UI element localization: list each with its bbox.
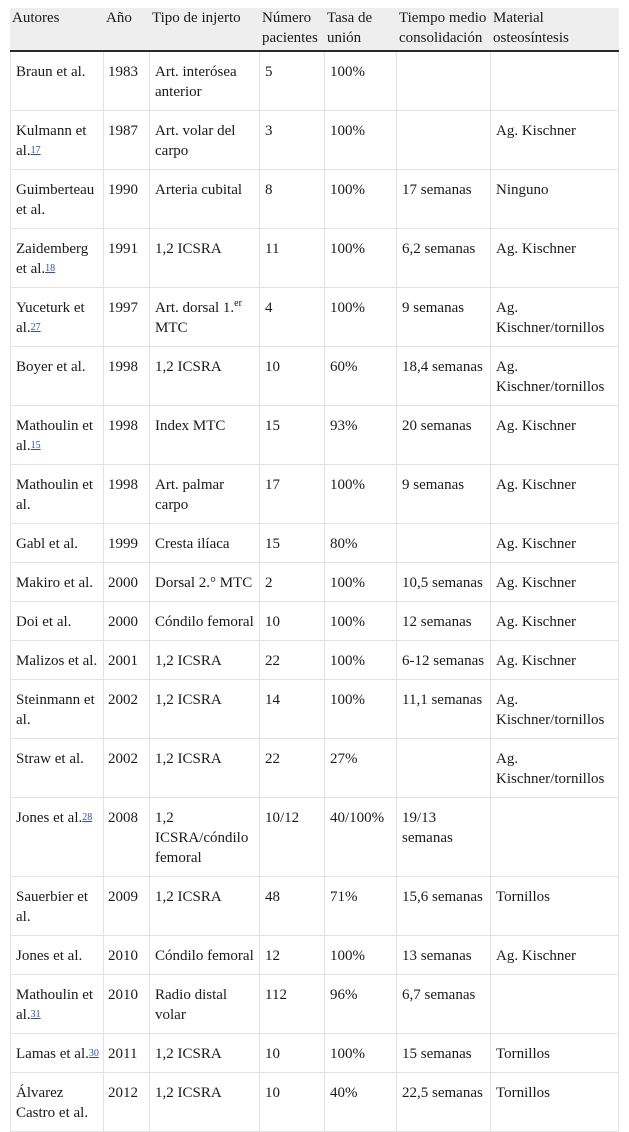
cell-material: Ag. Kischner bbox=[491, 641, 619, 680]
cell-autor bbox=[10, 229, 104, 288]
reference-link[interactable]: 18 bbox=[45, 263, 56, 274]
cell-n: 3 bbox=[260, 111, 325, 170]
cell-tasa: 40/100% bbox=[325, 798, 397, 877]
header-tasa-union: Tasa de unión bbox=[325, 8, 397, 52]
cell-tipo-injerto bbox=[150, 798, 260, 877]
cell-autor bbox=[10, 52, 104, 111]
table-row bbox=[10, 975, 619, 1034]
cell-n: 14 bbox=[260, 680, 325, 739]
cell-autor bbox=[10, 975, 104, 1034]
table-row bbox=[10, 798, 619, 877]
cell-material: Ag. Kischner bbox=[491, 563, 619, 602]
cell-autor bbox=[10, 936, 104, 975]
cell-tipo-injerto bbox=[150, 877, 260, 936]
autor-text: Doi et al. bbox=[16, 614, 72, 630]
tipo-text: Cóndilo femoral bbox=[155, 614, 254, 630]
autor-text: Yuceturk et al. bbox=[16, 300, 85, 336]
table-row bbox=[10, 563, 619, 602]
cell-tasa: 71% bbox=[325, 877, 397, 936]
table-row bbox=[10, 680, 619, 739]
table-row bbox=[10, 1073, 619, 1132]
cell-tipo-injerto bbox=[150, 641, 260, 680]
cell-n: 2 bbox=[260, 563, 325, 602]
cell-tipo-injerto bbox=[150, 170, 260, 229]
cell-ano: 1998 bbox=[104, 406, 150, 465]
reference-link[interactable]: 30 bbox=[88, 1048, 99, 1059]
cell-material: Ag. Kischner bbox=[491, 111, 619, 170]
cell-autor bbox=[10, 798, 104, 877]
table-row bbox=[10, 877, 619, 936]
cell-material: Ag. Kischner bbox=[491, 406, 619, 465]
cell-n: 10 bbox=[260, 1073, 325, 1132]
table-row bbox=[10, 641, 619, 680]
cell-tipo-injerto bbox=[150, 229, 260, 288]
cell-autor bbox=[10, 170, 104, 229]
cell-tipo-injerto bbox=[150, 465, 260, 524]
autor-text: Gabl et al. bbox=[16, 536, 79, 552]
cell-tiempo: 6-12 semanas bbox=[397, 641, 491, 680]
reference-link[interactable]: 15 bbox=[30, 440, 41, 451]
cell-ano: 2009 bbox=[104, 877, 150, 936]
cell-tipo-injerto bbox=[150, 288, 260, 347]
cell-tasa: 100% bbox=[325, 465, 397, 524]
cell-tasa: 27% bbox=[325, 739, 397, 798]
reference-link[interactable]: 27 bbox=[30, 322, 41, 333]
cell-tiempo: 13 semanas bbox=[397, 936, 491, 975]
tipo-text: Cóndilo femoral bbox=[155, 948, 254, 964]
cell-autor bbox=[10, 288, 104, 347]
cell-tipo-injerto bbox=[150, 936, 260, 975]
cell-ano: 1997 bbox=[104, 288, 150, 347]
tipo-text: Art. palmar carpo bbox=[155, 477, 225, 513]
cell-tiempo bbox=[397, 524, 491, 563]
cell-tiempo: 9 semanas bbox=[397, 288, 491, 347]
cell-tiempo bbox=[397, 739, 491, 798]
cell-tipo-injerto bbox=[150, 602, 260, 641]
cell-tipo-injerto bbox=[150, 1073, 260, 1132]
cell-tiempo: 11,1 semanas bbox=[397, 680, 491, 739]
cell-n: 15 bbox=[260, 524, 325, 563]
tipo-superscript: er bbox=[234, 298, 242, 309]
tipo-text: Dorsal 2.° MTC bbox=[155, 575, 253, 591]
cell-material: Ag. Kischner bbox=[491, 936, 619, 975]
cell-tasa: 93% bbox=[325, 406, 397, 465]
cell-tasa: 100% bbox=[325, 52, 397, 111]
tipo-text: Art. interósea anterior bbox=[155, 64, 237, 100]
cell-material: Ag. Kischner/tornillos bbox=[491, 739, 619, 798]
cell-material bbox=[491, 52, 619, 111]
cell-n: 11 bbox=[260, 229, 325, 288]
autor-text: Álvarez Castro et al. bbox=[16, 1085, 89, 1121]
cell-ano: 1990 bbox=[104, 170, 150, 229]
tipo-text: Art. volar del carpo bbox=[155, 123, 236, 159]
cell-tiempo: 10,5 semanas bbox=[397, 563, 491, 602]
reference-link[interactable]: 28 bbox=[82, 812, 93, 823]
cell-material: Ag. Kischner bbox=[491, 465, 619, 524]
table-row bbox=[10, 406, 619, 465]
cell-n: 10/12 bbox=[260, 798, 325, 877]
header-numero-pacientes: Número pacientes bbox=[260, 8, 325, 52]
cell-tipo-injerto bbox=[150, 680, 260, 739]
autor-text: Zaidemberg et al. bbox=[16, 241, 89, 277]
cell-n: 22 bbox=[260, 641, 325, 680]
cell-tipo-injerto bbox=[150, 52, 260, 111]
cell-ano: 1991 bbox=[104, 229, 150, 288]
tipo-text: Radio distal volar bbox=[155, 987, 228, 1023]
autor-text: Mathoulin et al. bbox=[16, 477, 94, 513]
reference-link[interactable]: 17 bbox=[30, 145, 41, 156]
cell-autor bbox=[10, 406, 104, 465]
cell-n: 10 bbox=[260, 1034, 325, 1073]
cell-ano: 2011 bbox=[104, 1034, 150, 1073]
cell-tasa: 96% bbox=[325, 975, 397, 1034]
cell-tiempo: 18,4 semanas bbox=[397, 347, 491, 406]
cell-material: Ag. Kischner/tornillos bbox=[491, 680, 619, 739]
header-ano: Año bbox=[104, 8, 150, 52]
table-row bbox=[10, 52, 619, 111]
autor-text: Guimberteau et al. bbox=[16, 182, 95, 218]
tipo-text: Index MTC bbox=[155, 418, 226, 434]
cell-n: 15 bbox=[260, 406, 325, 465]
cell-ano: 1999 bbox=[104, 524, 150, 563]
cell-tasa: 100% bbox=[325, 111, 397, 170]
tipo-text: 1,2 ICSRA bbox=[155, 1085, 222, 1101]
cell-tiempo: 12 semanas bbox=[397, 602, 491, 641]
cell-tipo-injerto bbox=[150, 975, 260, 1034]
cell-material: Ag. Kischner bbox=[491, 602, 619, 641]
table-row bbox=[10, 347, 619, 406]
cell-tipo-injerto bbox=[150, 524, 260, 563]
cell-n: 48 bbox=[260, 877, 325, 936]
tipo-text: 1,2 ICSRA bbox=[155, 241, 222, 257]
cell-tasa: 100% bbox=[325, 288, 397, 347]
cell-material: Ag. Kischner bbox=[491, 524, 619, 563]
cell-tasa: 60% bbox=[325, 347, 397, 406]
cell-autor bbox=[10, 111, 104, 170]
cell-n: 12 bbox=[260, 936, 325, 975]
cell-tipo-injerto bbox=[150, 406, 260, 465]
table-row bbox=[10, 465, 619, 524]
cell-autor bbox=[10, 641, 104, 680]
cell-tipo-injerto bbox=[150, 347, 260, 406]
tipo-text: 1,2 ICSRA bbox=[155, 1046, 222, 1062]
cell-tipo-injerto bbox=[150, 111, 260, 170]
autor-text: Makiro et al. bbox=[16, 575, 94, 591]
cell-n: 17 bbox=[260, 465, 325, 524]
cell-n: 5 bbox=[260, 52, 325, 111]
cell-material: Tornillos bbox=[491, 1073, 619, 1132]
cell-material bbox=[491, 975, 619, 1034]
cell-n: 22 bbox=[260, 739, 325, 798]
cell-tiempo: 9 semanas bbox=[397, 465, 491, 524]
cell-tipo-injerto bbox=[150, 563, 260, 602]
cell-material: Ninguno bbox=[491, 170, 619, 229]
cell-tiempo: 15,6 semanas bbox=[397, 877, 491, 936]
cell-tipo-injerto bbox=[150, 739, 260, 798]
header-autores: Autores bbox=[10, 8, 104, 52]
tipo-text: 1,2 ICSRA bbox=[155, 653, 222, 669]
cell-autor bbox=[10, 563, 104, 602]
cell-tasa: 100% bbox=[325, 229, 397, 288]
tipo-text: Art. dorsal 1. bbox=[155, 300, 235, 316]
cell-tasa: 100% bbox=[325, 680, 397, 739]
grafts-table bbox=[10, 8, 619, 1132]
table-row bbox=[10, 229, 619, 288]
tipo-text: Cresta ilíaca bbox=[155, 536, 230, 552]
cell-tiempo: 17 semanas bbox=[397, 170, 491, 229]
autor-text: Malizos et al. bbox=[16, 653, 98, 669]
table-row bbox=[10, 936, 619, 975]
cell-tasa: 100% bbox=[325, 1034, 397, 1073]
cell-autor bbox=[10, 680, 104, 739]
cell-ano: 2010 bbox=[104, 975, 150, 1034]
table-row bbox=[10, 1034, 619, 1073]
cell-ano: 2012 bbox=[104, 1073, 150, 1132]
autor-text: Mathoulin et al. bbox=[16, 987, 94, 1023]
cell-ano: 1983 bbox=[104, 52, 150, 111]
cell-tiempo: 15 semanas bbox=[397, 1034, 491, 1073]
cell-tiempo bbox=[397, 111, 491, 170]
cell-autor bbox=[10, 739, 104, 798]
cell-n: 10 bbox=[260, 602, 325, 641]
cell-tasa: 100% bbox=[325, 563, 397, 602]
cell-material: Ag. Kischner/tornillos bbox=[491, 347, 619, 406]
table-row bbox=[10, 170, 619, 229]
autor-text: Lamas et al. bbox=[16, 1046, 89, 1062]
header-row bbox=[10, 8, 619, 52]
cell-ano: 2002 bbox=[104, 739, 150, 798]
autor-text: Jones et al. bbox=[16, 810, 83, 826]
tipo-text-suffix: MTC bbox=[155, 320, 188, 336]
cell-ano: 2000 bbox=[104, 563, 150, 602]
cell-ano: 2010 bbox=[104, 936, 150, 975]
autor-text: Steinmann et al. bbox=[16, 692, 95, 728]
reference-link[interactable]: 31 bbox=[30, 1009, 41, 1020]
tipo-text: 1,2 ICSRA bbox=[155, 359, 222, 375]
cell-autor bbox=[10, 347, 104, 406]
cell-ano: 2001 bbox=[104, 641, 150, 680]
tipo-text: Arteria cubital bbox=[155, 182, 243, 198]
cell-ano: 1998 bbox=[104, 465, 150, 524]
tipo-text: 1,2 ICSRA bbox=[155, 692, 222, 708]
cell-tiempo: 22,5 semanas bbox=[397, 1073, 491, 1132]
cell-autor bbox=[10, 1073, 104, 1132]
cell-autor bbox=[10, 524, 104, 563]
cell-material: Tornillos bbox=[491, 877, 619, 936]
cell-tiempo: 19/13 semanas bbox=[397, 798, 491, 877]
cell-tasa: 40% bbox=[325, 1073, 397, 1132]
autor-text: Straw et al. bbox=[16, 751, 84, 767]
cell-autor bbox=[10, 465, 104, 524]
table-row bbox=[10, 111, 619, 170]
autor-text: Braun et al. bbox=[16, 64, 86, 80]
cell-tiempo: 20 semanas bbox=[397, 406, 491, 465]
cell-n: 8 bbox=[260, 170, 325, 229]
cell-material bbox=[491, 798, 619, 877]
tipo-text: 1,2 ICSRA bbox=[155, 889, 222, 905]
cell-material: Ag. Kischner/tornillos bbox=[491, 288, 619, 347]
cell-tasa: 100% bbox=[325, 602, 397, 641]
table-row bbox=[10, 739, 619, 798]
cell-tasa: 100% bbox=[325, 641, 397, 680]
autor-text: Kulmann et al. bbox=[16, 123, 87, 159]
cell-autor bbox=[10, 877, 104, 936]
table-container bbox=[10, 8, 619, 1132]
cell-tasa: 100% bbox=[325, 170, 397, 229]
cell-tiempo: 6,2 semanas bbox=[397, 229, 491, 288]
cell-n: 10 bbox=[260, 347, 325, 406]
cell-material: Tornillos bbox=[491, 1034, 619, 1073]
header-tiempo-consolidacion: Tiempo medio consolidación bbox=[397, 8, 491, 52]
cell-ano: 2008 bbox=[104, 798, 150, 877]
cell-tiempo bbox=[397, 52, 491, 111]
table-row bbox=[10, 288, 619, 347]
cell-autor bbox=[10, 602, 104, 641]
autor-text: Mathoulin et al. bbox=[16, 418, 94, 454]
cell-autor bbox=[10, 1034, 104, 1073]
autor-text: Boyer et al. bbox=[16, 359, 86, 375]
cell-ano: 2000 bbox=[104, 602, 150, 641]
header-tipo-injerto: Tipo de injerto bbox=[150, 8, 260, 52]
cell-n: 4 bbox=[260, 288, 325, 347]
cell-material: Ag. Kischner bbox=[491, 229, 619, 288]
cell-tasa: 100% bbox=[325, 936, 397, 975]
header-material: Material osteosíntesis bbox=[491, 8, 619, 52]
tipo-text: 1,2 ICSRA bbox=[155, 751, 222, 767]
table-row bbox=[10, 602, 619, 641]
table-row bbox=[10, 524, 619, 563]
cell-tasa: 80% bbox=[325, 524, 397, 563]
cell-ano: 2002 bbox=[104, 680, 150, 739]
autor-text: Jones et al. bbox=[16, 948, 83, 964]
cell-tipo-injerto bbox=[150, 1034, 260, 1073]
cell-tiempo: 6,7 semanas bbox=[397, 975, 491, 1034]
cell-n: 112 bbox=[260, 975, 325, 1034]
tipo-text: 1,2 ICSRA/cóndilo femoral bbox=[155, 810, 249, 866]
cell-ano: 1998 bbox=[104, 347, 150, 406]
cell-ano: 1987 bbox=[104, 111, 150, 170]
autor-text: Sauerbier et al. bbox=[16, 889, 89, 925]
